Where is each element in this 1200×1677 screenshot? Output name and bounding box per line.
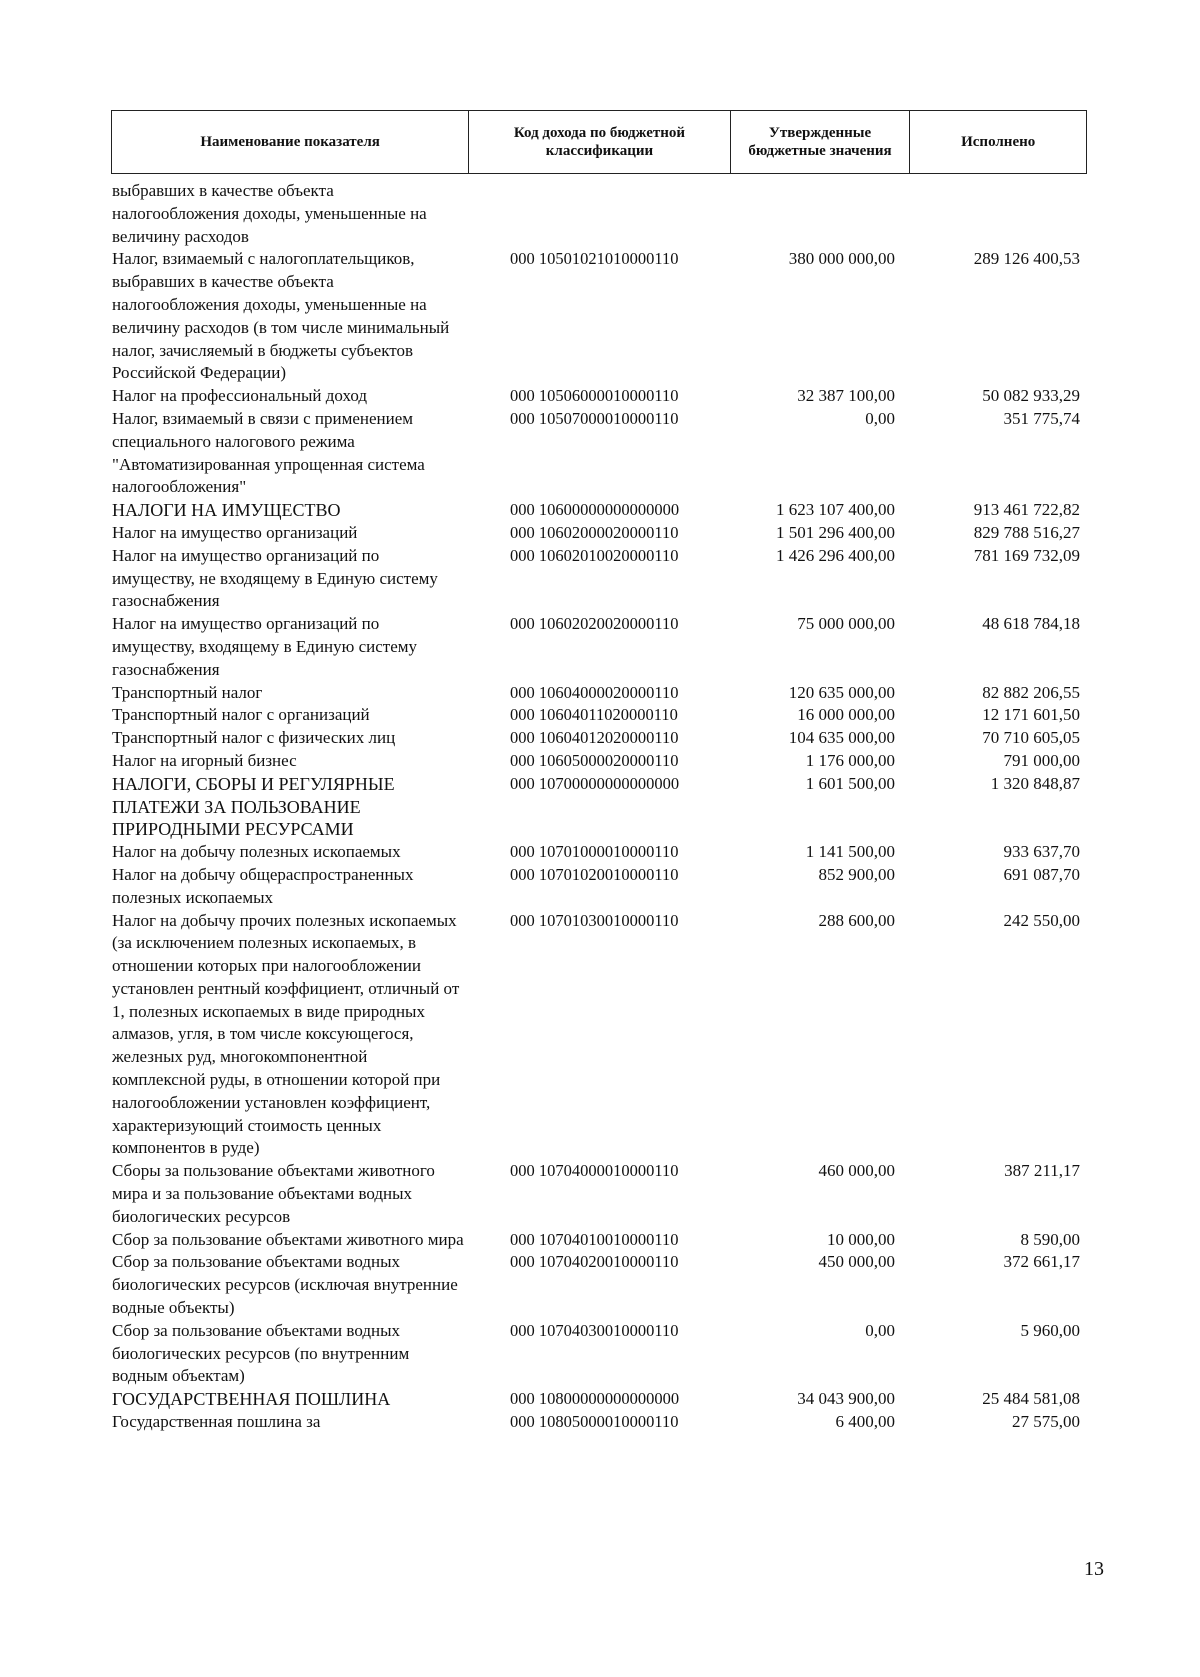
row-approved: 1 623 107 400,00 <box>776 500 895 520</box>
row-name: выбравших в качестве объекта налогообложения доходы, уменьшенные на величину расходов <box>112 181 427 246</box>
row-code: 000 10600000000000000 <box>510 500 680 520</box>
row-name: Налог на имущество организаций по имуществу, входящему в Единую систему газоснабжения <box>112 614 418 679</box>
row-code: 000 10704020010000110 <box>510 1252 679 1272</box>
table-body <box>112 180 1092 1434</box>
table-row <box>112 248 1092 385</box>
row-code <box>470 180 730 248</box>
row-name: Сбор за пользование объектами водных биологических ресурсов (по внутренним водным объектам) <box>112 1320 410 1386</box>
row-code: 000 10604011020000110 <box>510 705 678 725</box>
row-approved: 120 635 000,00 <box>788 682 895 702</box>
row-approved: 380 000 000,00 <box>788 249 895 269</box>
row-approved: 1 601 500,00 <box>805 773 895 793</box>
row-executed: 1 320 848,87 <box>990 773 1080 793</box>
row-code: 000 10701020010000110 <box>510 864 679 884</box>
table-row <box>112 1320 1092 1388</box>
row-executed: 829 788 516,27 <box>973 522 1080 542</box>
row-approved: 1 501 296 400,00 <box>776 522 895 542</box>
table-row <box>112 773 1092 841</box>
row-name: Налог, взимаемый с налогоплательщиков, выбравших в качестве объекта налогообложения доходы, уменьшенные на величину расходов (в том числе минимальный налог, зачисляемый в бюджеты субъектов Российской Федерации) <box>112 249 450 383</box>
row-approved <box>730 180 895 248</box>
table-row <box>112 408 1092 499</box>
table-row <box>112 750 1092 773</box>
row-executed: 351 775,74 <box>1003 408 1080 428</box>
row-code: 000 10604012020000110 <box>510 728 679 748</box>
row-executed: 791 000,00 <box>1003 750 1080 770</box>
row-approved: 75 000 000,00 <box>797 614 895 634</box>
table-row <box>112 613 1092 681</box>
row-executed <box>895 180 1080 248</box>
row-code: 000 10507000010000110 <box>510 408 679 428</box>
row-executed: 70 710 605,05 <box>982 728 1080 748</box>
row-approved: 34 043 900,00 <box>797 1389 895 1409</box>
row-name: Сбор за пользование объектами водных биологических ресурсов (исключая внутренние водные объекты) <box>112 1252 458 1318</box>
row-code: 000 10506000010000110 <box>510 386 679 406</box>
table-row <box>112 841 1092 864</box>
row-code: 000 10704030010000110 <box>510 1320 679 1340</box>
table-row <box>112 1388 1092 1411</box>
row-code: 000 10805000010000110 <box>510 1412 679 1432</box>
row-code: 000 10604000020000110 <box>510 682 679 702</box>
row-name: ГОСУДАРСТВЕННАЯ ПОШЛИНА <box>112 1389 391 1410</box>
row-code: 000 10602010020000110 <box>510 545 679 565</box>
row-code: 000 10701000010000110 <box>510 842 679 862</box>
row-name: Налог на имущество организаций <box>112 522 358 542</box>
row-code: 000 10605000020000110 <box>510 750 679 770</box>
row-approved: 10 000,00 <box>827 1229 895 1249</box>
row-executed: 12 171 601,50 <box>982 705 1080 725</box>
row-approved: 0,00 <box>865 1320 895 1340</box>
row-name: Налог на профессиональный доход <box>112 386 367 406</box>
row-approved: 1 176 000,00 <box>805 750 895 770</box>
table-row <box>112 864 1092 910</box>
row-executed: 372 661,17 <box>1003 1252 1080 1272</box>
row-name: Сбор за пользование объектами животного мира <box>112 1229 464 1249</box>
row-executed: 933 637,70 <box>1003 842 1080 862</box>
row-name: Транспортный налог с физических лиц <box>112 728 396 748</box>
row-name: Сборы за пользование объектами животного мира и за пользование объектами водных биологических ресурсов <box>112 1161 435 1226</box>
page-number: 13 <box>1084 1558 1104 1580</box>
row-approved: 852 900,00 <box>818 864 895 884</box>
row-approved: 288 600,00 <box>818 910 895 930</box>
row-executed: 8 590,00 <box>1020 1229 1080 1249</box>
row-executed: 242 550,00 <box>1003 910 1080 930</box>
row-name: Транспортный налог <box>112 682 263 702</box>
row-executed: 387 211,17 <box>1004 1161 1080 1181</box>
row-approved: 1 426 296 400,00 <box>776 545 895 565</box>
table-row <box>112 910 1092 1161</box>
row-name: НАЛОГИ, СБОРЫ И РЕГУЛЯРНЫЕ ПЛАТЕЖИ ЗА ПОЛЬЗОВАНИЕ ПРИРОДНЫМИ РЕСУРСАМИ <box>112 773 395 840</box>
row-approved: 104 635 000,00 <box>788 728 895 748</box>
table-row <box>112 1251 1092 1319</box>
table-row <box>112 180 1092 248</box>
row-executed: 82 882 206,55 <box>982 682 1080 702</box>
row-code: 000 10602020020000110 <box>510 614 679 634</box>
row-approved: 460 000,00 <box>818 1161 895 1181</box>
row-approved: 16 000 000,00 <box>797 705 895 725</box>
row-name: Транспортный налог с организаций <box>112 705 370 725</box>
row-name: Государственная пошлина за <box>112 1412 321 1432</box>
row-executed: 781 169 732,09 <box>973 545 1080 565</box>
row-name: Налог, взимаемый в связи с применением специального налогового режима "Автоматизированная упрощенная система налогообложения" <box>112 408 425 497</box>
row-executed: 5 960,00 <box>1020 1320 1080 1340</box>
row-executed: 48 618 784,18 <box>982 614 1080 634</box>
row-approved: 6 400,00 <box>835 1412 895 1432</box>
row-name: Налог на добычу прочих полезных ископаемых (за исключением полезных ископаемых, в отношении которых при налогообложении установлен рентный коэффициент, отличный от 1, полезных ископаемых в виде природных алмазов, угля, в том числе коксующегося, железных руд, многокомпонентной комплексной руды, в отношении которой при налогообложении установлен коэффициент, характеризующий стоимость ценных компонентов в руде) <box>112 910 460 1158</box>
row-executed: 50 082 933,29 <box>982 386 1080 406</box>
row-name: Налог на имущество организаций по имуществу, не входящему в Единую систему газоснабжения <box>112 545 438 611</box>
table-row <box>112 1160 1092 1228</box>
table-row <box>112 522 1092 545</box>
row-code: 000 10602000020000110 <box>510 522 679 542</box>
row-executed: 25 484 581,08 <box>982 1389 1080 1409</box>
row-approved: 1 141 500,00 <box>805 842 895 862</box>
table-row <box>112 545 1092 613</box>
table-header <box>111 110 1087 174</box>
row-approved: 32 387 100,00 <box>797 386 895 406</box>
row-name: НАЛОГИ НА ИМУЩЕСТВО <box>112 500 341 521</box>
row-executed: 289 126 400,53 <box>973 249 1080 269</box>
table-row <box>112 682 1092 705</box>
row-name: Налог на добычу общераспространенных полезных ископаемых <box>112 864 414 907</box>
row-approved: 0,00 <box>865 408 895 428</box>
table-row <box>112 704 1092 727</box>
row-code: 000 10704000010000110 <box>510 1161 679 1181</box>
row-approved: 450 000,00 <box>818 1252 895 1272</box>
header-approved: Утвержденные бюджетные значения <box>731 111 911 173</box>
row-code: 000 10700000000000000 <box>510 773 680 793</box>
table-row <box>112 499 1092 522</box>
row-code: 000 10701030010000110 <box>510 910 679 930</box>
row-executed: 27 575,00 <box>1012 1412 1080 1432</box>
header-executed: Исполнено <box>961 134 1036 150</box>
row-name: Налог на игорный бизнес <box>112 750 297 770</box>
row-executed: 691 087,70 <box>1003 864 1080 884</box>
table-row <box>112 385 1092 408</box>
header-code: Код дохода по бюджетной классификации <box>469 111 730 173</box>
table-row <box>112 1229 1092 1252</box>
table-row <box>112 1411 1092 1434</box>
row-executed: 913 461 722,82 <box>973 500 1080 520</box>
row-code: 000 10501021010000110 <box>510 249 679 269</box>
table-row <box>112 727 1092 750</box>
header-name: Наименование показателя <box>112 111 469 173</box>
row-code: 000 10704010010000110 <box>510 1229 679 1249</box>
row-name: Налог на добычу полезных ископаемых <box>112 842 401 862</box>
row-code: 000 10800000000000000 <box>510 1389 680 1409</box>
